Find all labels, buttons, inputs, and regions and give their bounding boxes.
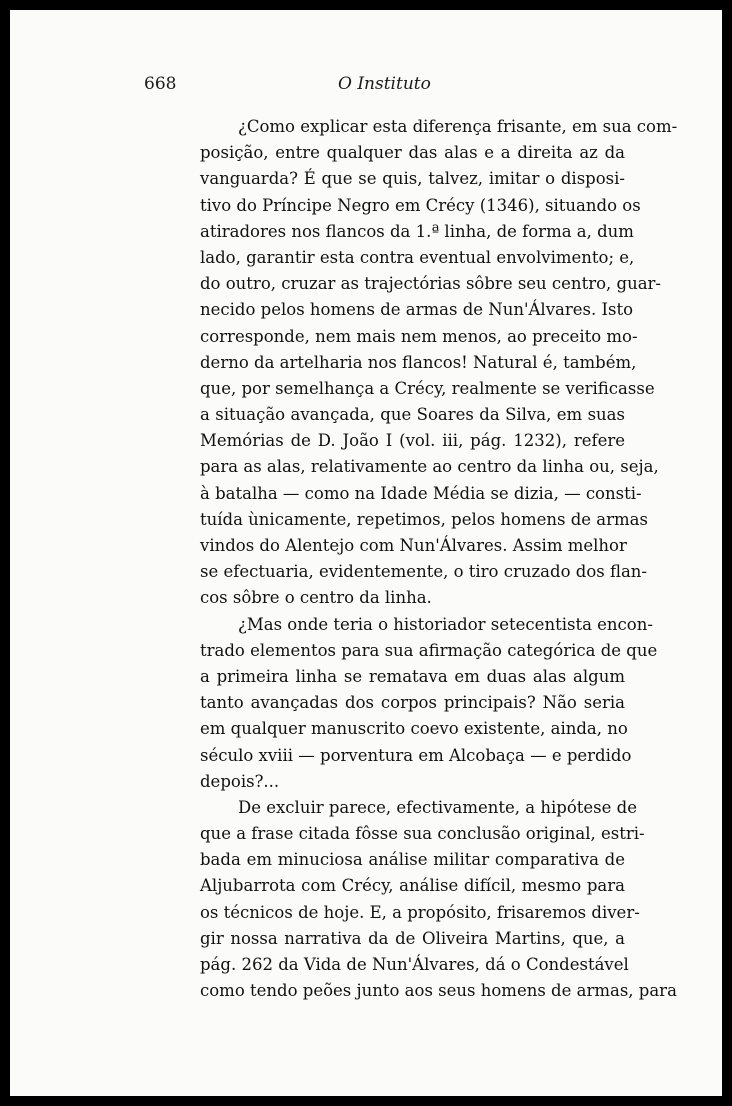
text-line: a primeira linha se rematava em duas alas algum bbox=[200, 666, 625, 686]
text-line: século xviii — porventura em Alcobaça — e perdido bbox=[200, 745, 632, 765]
text-line: trado elementos para sua afirmação categórica de que bbox=[200, 640, 658, 660]
book-page bbox=[10, 10, 722, 1096]
body-text bbox=[200, 114, 678, 1004]
text-line: derno da artelharia nos flancos! Natural é, também, bbox=[200, 352, 637, 372]
text-line: lado, garantir esta contra eventual envolvimento; e, bbox=[200, 247, 635, 267]
text-line: vanguarda? É que se quis, talvez, imitar o disposi- bbox=[200, 169, 625, 189]
text-line: pág. 262 da Vida de Nun'Álvares, dá o Condestável bbox=[200, 955, 629, 974]
text-line: bada em minuciosa análise militar comparativa de bbox=[200, 850, 625, 870]
text-line: se efectuaria, evidentemente, o tiro cruzado dos flan- bbox=[200, 562, 648, 582]
text-line: em qualquer manuscrito coevo existente, ainda, no bbox=[200, 719, 628, 739]
paragraph bbox=[200, 114, 678, 612]
text-line: que a frase citada fôsse sua conclusão original, estri- bbox=[200, 824, 645, 844]
running-title: O Instituto bbox=[338, 74, 431, 94]
paragraph bbox=[200, 612, 658, 795]
text-line: Memórias de D. João I (vol. iii, pág. 1232), refere bbox=[200, 431, 625, 451]
text-line: que, por semelhança a Crécy, realmente se verificasse bbox=[200, 378, 655, 398]
paragraph bbox=[200, 795, 677, 1005]
text-line: depois?... bbox=[200, 771, 280, 791]
text-line: do outro, cruzar as trajectórias sôbre seu centro, guar- bbox=[200, 274, 661, 294]
text-line: para as alas, relativamente ao centro da linha ou, seja, bbox=[200, 457, 659, 477]
page-number: 668 bbox=[144, 74, 177, 94]
text-line: tanto avançadas dos corpos principais? Não seria bbox=[200, 693, 625, 713]
text-line: como tendo peões junto aos seus homens de armas, para bbox=[200, 981, 677, 1001]
text-line: à batalha — como na Idade Média se dizia, — consti- bbox=[200, 483, 642, 503]
text-line: tuída ùnicamente, repetimos, pelos homens de armas bbox=[200, 509, 648, 529]
text-line: a situação avançada, que Soares da Silva, em suas bbox=[200, 405, 625, 425]
text-line: Aljubarrota com Crécy, análise difícil, mesmo para bbox=[200, 876, 625, 896]
text-line: corresponde, nem mais nem menos, ao preceito mo- bbox=[200, 326, 638, 346]
text-line: ¿Como explicar esta diferença frisante, em sua com- bbox=[238, 117, 678, 136]
text-line: posição, entre qualquer das alas e a direita az da bbox=[200, 143, 625, 163]
text-line: ¿Mas onde teria o historiador setecentista encon- bbox=[238, 614, 653, 634]
text-line: os técnicos de hoje. E, a propósito, frisaremos diver- bbox=[200, 902, 640, 922]
text-line: tivo do Príncipe Negro em Crécy (1346), situando os bbox=[200, 195, 641, 215]
text-line: vindos do Alentejo com Nun'Álvares. Assim melhor bbox=[200, 536, 627, 555]
text-line: cos sôbre o centro da linha. bbox=[200, 588, 432, 608]
text-line: necido pelos homens de armas de Nun'Álvares. Isto bbox=[200, 300, 634, 320]
text-line: atiradores nos flancos da 1.ª linha, de forma a, dum bbox=[200, 221, 634, 241]
text-line: De excluir parece, efectivamente, a hipótese de bbox=[238, 797, 637, 817]
text-line: gir nossa narrativa da de Oliveira Martins, que, a bbox=[200, 928, 625, 948]
page-header bbox=[144, 74, 624, 100]
